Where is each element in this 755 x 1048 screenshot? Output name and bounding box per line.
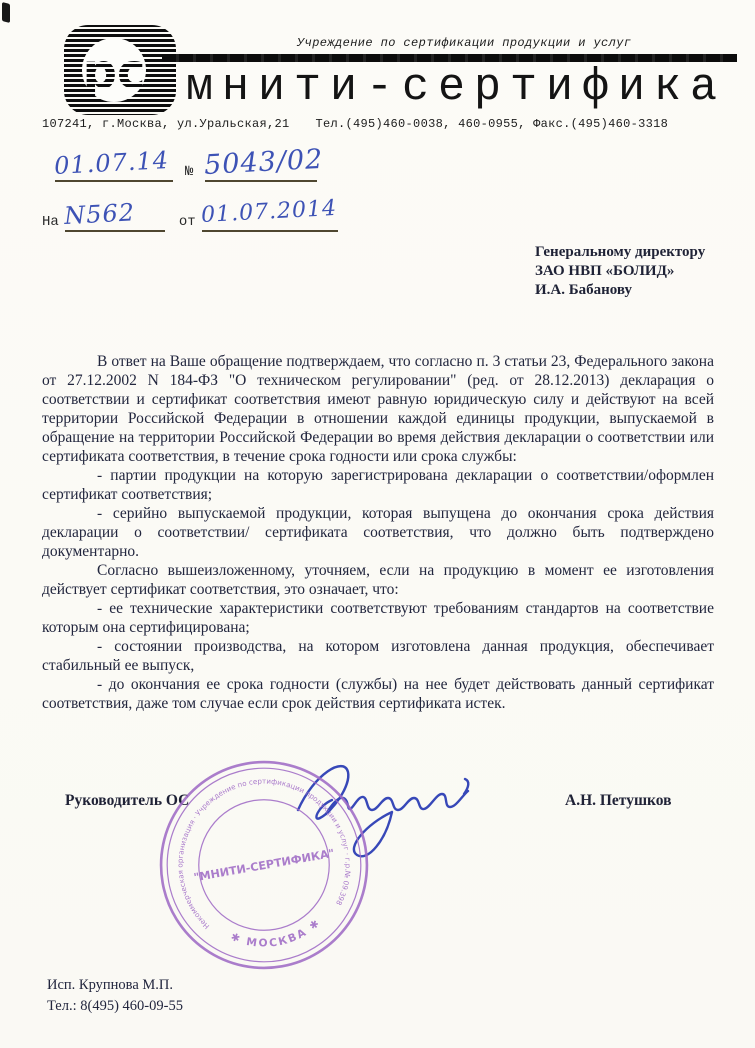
outgoing-number-handwritten: 5043/02 bbox=[203, 143, 325, 181]
executor-line: Исп. Крупнова М.П. bbox=[47, 977, 173, 993]
recipient-position: Генеральному директору bbox=[535, 244, 706, 260]
outgoing-date-field bbox=[55, 146, 173, 182]
outgoing-date-handwritten: 01.07.14 bbox=[53, 146, 170, 181]
scan-artifact bbox=[2, 2, 10, 23]
stamp-bottom-text: ✱ МОСКВА ✱ bbox=[228, 915, 324, 950]
org-contacts: Тел.(495)460-0038, 460-0955, Факс.(495)460-3318 bbox=[315, 117, 669, 131]
outgoing-number-field bbox=[203, 143, 325, 182]
on-label: На bbox=[42, 214, 59, 230]
recipient-company: ЗАО НВП «БОЛИД» bbox=[535, 263, 675, 279]
signer-position: Руководитель ОС bbox=[65, 792, 190, 809]
signer-name: А.Н. Петушков bbox=[565, 792, 672, 809]
round-stamp bbox=[140, 741, 388, 989]
recipient-name: И.А. Бабанову bbox=[535, 282, 633, 298]
body-paragraph: - ее технические характеристики соответствуют требованиям стандартов на соответствие которым она сертифицирована; bbox=[42, 600, 714, 636]
outgoing-reference-row bbox=[53, 143, 325, 182]
incoming-number-handwritten: N562 bbox=[63, 198, 136, 231]
incoming-reference-row bbox=[42, 196, 338, 232]
body-paragraph: - состоянии производства, на котором изготовлена данная продукция, обеспечивает стабильный ее выпуск, bbox=[42, 638, 714, 674]
incoming-date-field bbox=[202, 196, 338, 232]
org-title: мнити-сертифика bbox=[186, 62, 727, 113]
rst-certification-logo bbox=[63, 24, 179, 116]
org-address: 107241, г.Москва, ул.Уральская,21 bbox=[42, 117, 290, 131]
body-paragraph: - до окончания ее срока годности (службы) на нее будет действовать данный сертификат соответствия, даже том случае если срок действия сертификата истек. bbox=[42, 676, 714, 712]
executor-phone: Тел.: 8(495) 460-09-55 bbox=[47, 998, 183, 1014]
svg-text:✱ МОСКВА ✱ bbox=[227, 915, 326, 957]
stamp-center-text: "МНИТИ-СЕРТИФИКА" bbox=[192, 846, 336, 885]
body-paragraph: Согласно вышеизложенному, уточняем, если на продукцию в момент ее изготовления действует сертификат соответствия, это означает, что: bbox=[42, 562, 714, 598]
org-tagline: Учреждение по сертификации продукции и услуг bbox=[297, 36, 632, 50]
incoming-date-handwritten: 01.07.2014 bbox=[200, 195, 338, 229]
incoming-number-field bbox=[65, 196, 165, 232]
stamp-ring-text: Некоммерческая организация · Учреждение по сертификации продукции и услуг · г.р.№ 09.398 bbox=[175, 776, 353, 931]
body-paragraph: - серийно выпускаемой продукции, которая выпущена до окончания срока действия декларации о соответствии/ сертификата соответствия, что должно быть подтверждено документарно. bbox=[42, 505, 714, 560]
org-address-line bbox=[42, 117, 722, 131]
from-label: от bbox=[178, 214, 196, 230]
letter-footer bbox=[47, 975, 183, 1017]
body-paragraph: - партии продукции на которую зарегистрирована декларации о соответствии/оформлен сертификат соответствия; bbox=[42, 467, 714, 503]
letter-body bbox=[42, 352, 714, 713]
logo-letters: рс bbox=[82, 44, 146, 100]
recipient-block bbox=[535, 243, 750, 300]
body-paragraph: В ответ на Ваше обращение подтверждаем, что согласно п. 3 статьи 23, Федерального закона от 27.12.2002 N 184-ФЗ "О техническом регулировании" (ред. от 28.12.2013) декларация о соответствии и сертификат соответствия имеют равную юридическую силу и действуют на всей территории Российской Федерации в отношении каждой единицы продукции, выпускаемой в обращение на территории Российской Федерации во время действия декларации о соответствии или сертификата соответствия, в течение срока годности или срока службы: bbox=[42, 353, 714, 465]
number-sign-label: № bbox=[185, 164, 194, 180]
header-divider-bar bbox=[162, 54, 737, 62]
